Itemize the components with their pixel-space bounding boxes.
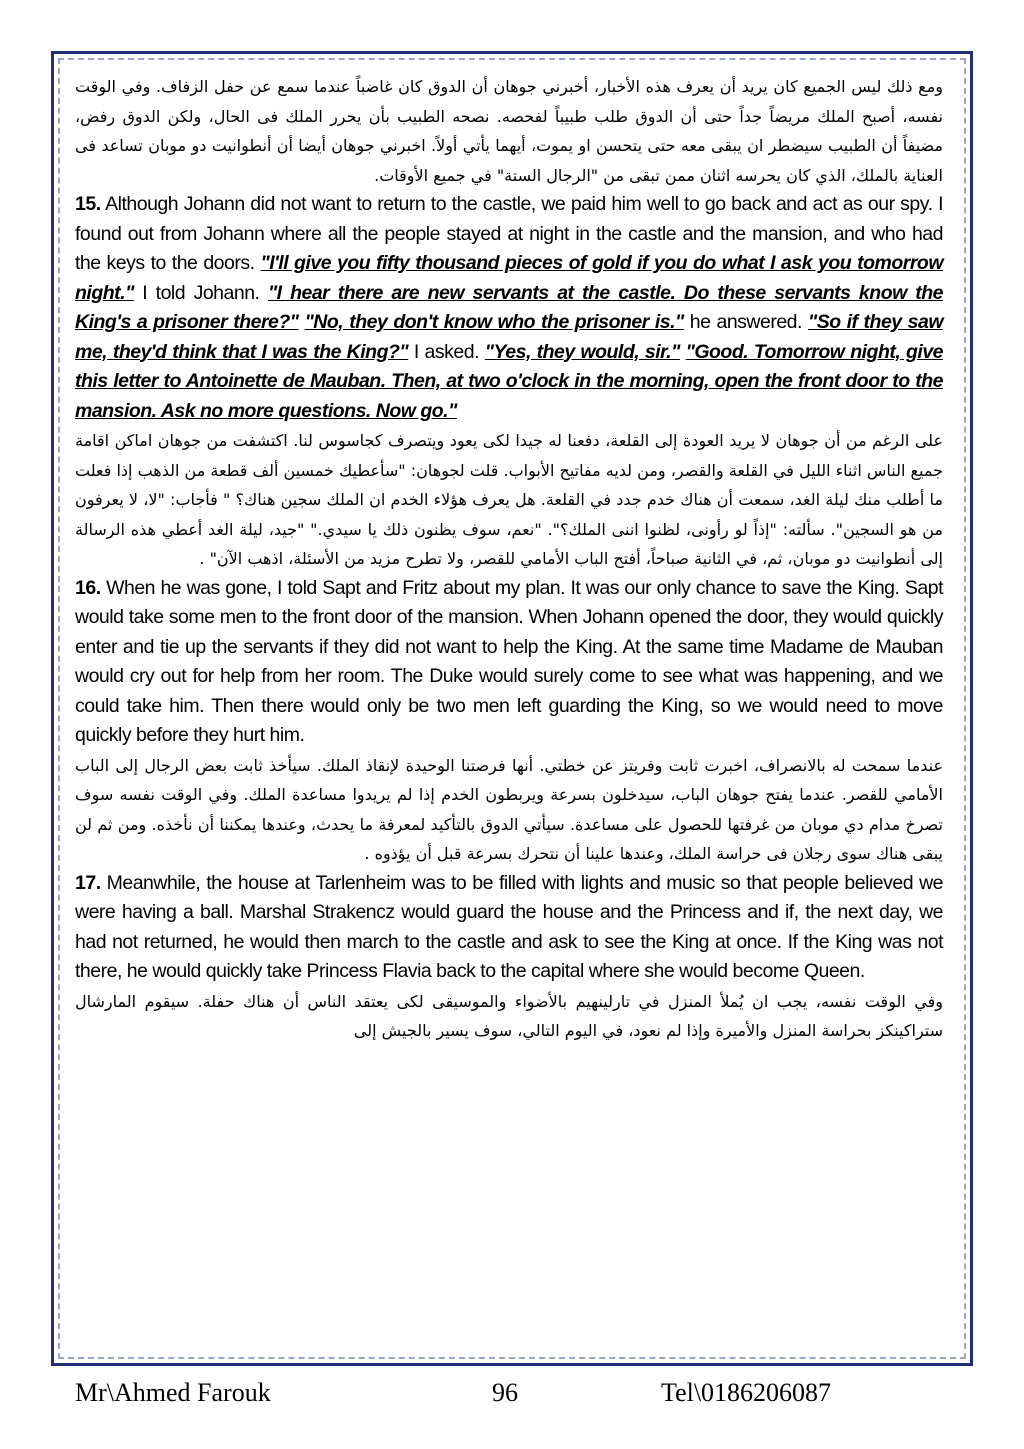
paragraph-15: [75, 190, 943, 426]
paragraph-17: [75, 869, 943, 987]
arabic-paragraph-intro: ومع ذلك ليس الجميع كان يريد أن يعرف هذه الأخبار، أخبرني جوهان أن الدوق كان غاضباً عندما سمع عن حفل الزفاف. وفي الوقت نفسه، أصبح الملك مريضاً جداً حتى أن الدوق طلب طبيباً لفحصه. نصحه الطبيب بأن يحرر الملك فى الحال، ولكن الدوق رفض، مضيفاً أن الطبيب سيضطر ان يبقى معه حتى يتحسن او يموت، أيهما يأتي أولاً. اخبرني جوهان أيضا أن أنطوانيت دو موبان تساعد فى العناية بالملك، الذي كان يحرسه اثنان ممن تبقى من "الرجال الستة" في جميع الأوقات.: [75, 77, 943, 185]
page-footer: [0, 1378, 1024, 1418]
dialogue-quote: "I hear there are new servants at the castle. Do these servants know the King's a prisoner there?": [75, 281, 943, 333]
narration: Meanwhile, the house at Tarlenheim was to be filled with lights and music so that people believed we were having a ball. Marshal Strakencz would guard the house and the Princess and if, the next day, we had not returned, he would then march to the castle and ask to see the King at once. If the King was not there, he would quickly take Princess Flavia back to the capital where she would become Queen.: [75, 871, 943, 982]
narration: I told Johann.: [142, 281, 260, 304]
narration: When he was gone, I told Sapt and Fritz about my plan. It was our only chance to save the King. Sapt would take some men to the front door of the mansion. When Johann opened the door, they would quickly enter and tie up the servants if they did not want to help the King. At the same time Madame de Mauban would cry out for help from her room. The Duke would surely come to see what was happening, and we could take him. Then there would only be two men left guarding the King, so we would need to move quickly before they hurt him.: [75, 576, 943, 746]
paragraph-16: [75, 574, 943, 751]
narration: Although Johann did not want to return to the castle, we paid him well to go back and act as our spy. I found out from Johann where all the people stayed at night in the castle and the mansion, and who had the keys to the doors.: [75, 193, 944, 274]
page-number: 96: [492, 1378, 518, 1407]
footer-phone: Tel\0186206087: [661, 1378, 832, 1407]
arabic-paragraph-16: عندما سمحت له بالانصراف، اخبرت ثابت وفريتز عن خطتي. أنها فرصتنا الوحيدة لإنقاذ الملك. سيأخذ ثابت بعض الرجال إلى الباب الأمامي للقصر. عندما يفتح جوهان الباب، سيدخلون بسرعة ويربطون الخدم إذا لم يريدوا مساعدة الملك. وفي الوقت نفسه سوف تصرخ مدام دي موبان من غرفتها للحصول على مساعدة. سيأتي الدوق بالتأكيد لمعرفة ما يحدث، وعندها يمكننا أن نأخذه. ومن ثم لن يبقى هناك سوى رجلان فى حراسة الملك، وعندها علينا أن نتحرك بسرعة قبل أن يؤذوه .: [75, 755, 943, 863]
dialogue-quote: "No, they don't know who the prisoner is.": [304, 311, 684, 333]
narration: he answered.: [689, 311, 802, 333]
dialogue-quote: "I'll give you fifty thousand pieces of gold if you do what I ask you tomorrow night.": [75, 252, 943, 304]
paragraph-number: 16.: [75, 576, 101, 599]
dialogue-quote: "Yes, they would, sir.": [484, 340, 680, 363]
arabic-paragraph-17: وفي الوقت نفسه، يجب ان يُملأ المنزل في تارلينهيم بالأضواء والموسيقى لكى يعتقد الناس أن هناك حفلة. سيقوم المارشال ستراكينكز بحراسة المنزل والأميرة وإذا لم نعود، في اليوم التالي، سوف يسير بالجيش إلى: [75, 991, 943, 1040]
narration: I asked.: [413, 340, 480, 363]
dialogue-quote: "Good. Tomorrow night, give this letter to Antoinette de Mauban. Then, at two o'clock in the morning, open the front door to the mansion. Ask no more questions. Now go.": [75, 340, 944, 422]
footer-author: Mr\Ahmed Farouk: [75, 1378, 271, 1407]
page-content: [75, 72, 943, 1046]
paragraph-number: 17.: [75, 871, 101, 894]
dialogue-quote: "So if they saw me, they'd think that I was the King?": [75, 311, 944, 363]
arabic-paragraph-15: على الرغم من أن جوهان لا يريد العودة إلى القلعة، دفعنا له جيدا لكى يعود ويتصرف كجاسوس لنا. اكتشفت من جوهان اماكن اقامة جميع الناس اثناء الليل في القلعة والقصر، ومن لديه مفاتيح الأبواب. قلت لجوهان: "سأعطيك خمسين ألف قطعة من الذهب إذا فعلت ما أطلب منك ليلة الغد، سمعت أن هناك خدم جدد في القلعة. هل يعرف هؤلاء الخدم ان الملك سجين هناك؟ " فأجاب: "لا، لا يعرفون من هو السجين". سألته: "إذاً لو رأونى، لظنوا اننى الملك؟". "نعم، سوف يظنون ذلك يا سيدي." "جيد، ليلة الغد أعطي هذه الرسالة إلى أنطوانيت دو موبان، ثم، في الثانية صباحاً، أفتح الباب الأمامي للقصر، ولا تطرح مزيد من الأسئلة، اذهب الآن" .: [75, 431, 943, 568]
paragraph-number: 15.: [75, 193, 101, 215]
